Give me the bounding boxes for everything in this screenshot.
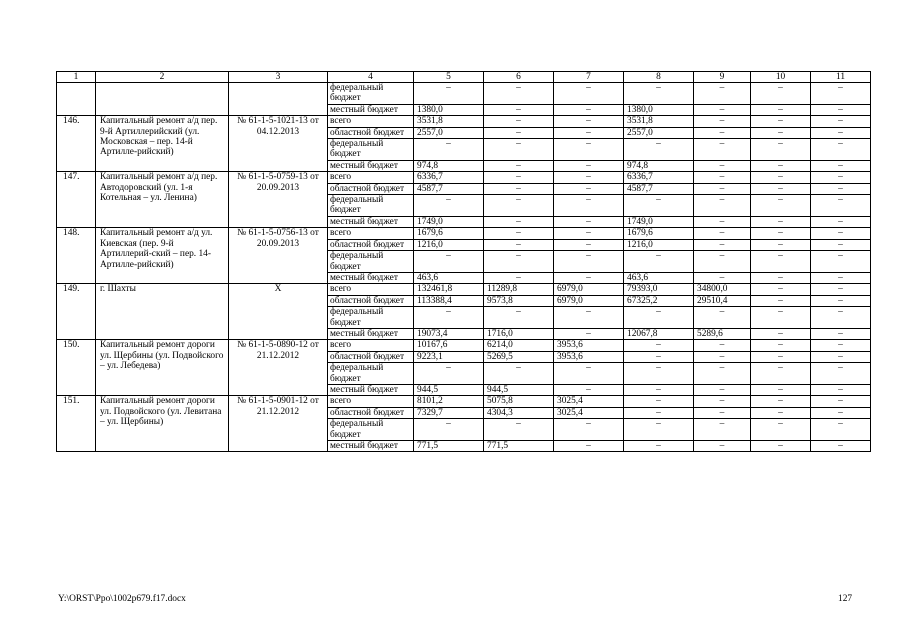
- amount-cell: –: [484, 307, 554, 329]
- amount-cell: 8101,2: [414, 396, 484, 407]
- amount-cell: –: [484, 195, 554, 217]
- budget-category: федеральный бюджет: [328, 251, 414, 273]
- amount-cell: 5269,5: [484, 351, 554, 362]
- budget-category: местный бюджет: [328, 216, 414, 227]
- amount-cell: 974,8: [414, 160, 484, 171]
- table-row: [57, 340, 871, 351]
- amount-cell: –: [414, 251, 484, 273]
- document-reference: № 61-1-5-0756-13 от 20.09.2013: [229, 228, 328, 284]
- amount-cell: –: [751, 272, 811, 283]
- budget-category: всего: [328, 172, 414, 183]
- document-reference: № 61-1-5-0901-12 от 21.12.2012: [229, 396, 328, 452]
- amount-cell: 1679,6: [414, 228, 484, 239]
- financing-table: [56, 71, 871, 452]
- amount-cell: 6979,0: [554, 284, 624, 295]
- amount-cell: –: [751, 407, 811, 418]
- amount-cell: –: [694, 139, 751, 161]
- budget-category: федеральный бюджет: [328, 139, 414, 161]
- amount-cell: –: [694, 407, 751, 418]
- amount-cell: –: [811, 441, 871, 452]
- amount-cell: –: [694, 384, 751, 395]
- amount-cell: –: [751, 172, 811, 183]
- amount-cell: –: [694, 83, 751, 105]
- amount-cell: 19073,4: [414, 328, 484, 339]
- amount-cell: 463,6: [624, 272, 694, 283]
- amount-cell: –: [811, 307, 871, 329]
- amount-cell: –: [624, 307, 694, 329]
- amount-cell: 113388,4: [414, 295, 484, 306]
- amount-cell: –: [751, 116, 811, 127]
- amount-cell: 5075,8: [484, 396, 554, 407]
- amount-cell: –: [694, 307, 751, 329]
- amount-cell: –: [694, 216, 751, 227]
- amount-cell: –: [694, 160, 751, 171]
- amount-cell: 2557,0: [414, 127, 484, 138]
- budget-category: всего: [328, 116, 414, 127]
- amount-cell: –: [751, 351, 811, 362]
- amount-cell: 11289,8: [484, 284, 554, 295]
- amount-cell: –: [811, 160, 871, 171]
- amount-cell: –: [554, 216, 624, 227]
- amount-cell: –: [624, 363, 694, 385]
- amount-cell: –: [624, 83, 694, 105]
- amount-cell: –: [414, 83, 484, 105]
- amount-cell: –: [624, 407, 694, 418]
- amount-cell: –: [554, 83, 624, 105]
- amount-cell: 2557,0: [624, 127, 694, 138]
- amount-cell: –: [484, 172, 554, 183]
- column-number-header: 1: [57, 72, 96, 83]
- amount-cell: –: [811, 83, 871, 105]
- amount-cell: –: [554, 272, 624, 283]
- amount-cell: –: [811, 284, 871, 295]
- amount-cell: 944,5: [484, 384, 554, 395]
- amount-cell: –: [811, 340, 871, 351]
- amount-cell: 3531,8: [414, 116, 484, 127]
- amount-cell: –: [624, 251, 694, 273]
- amount-cell: 6214,0: [484, 340, 554, 351]
- amount-cell: 771,5: [414, 441, 484, 452]
- column-number-header: 9: [694, 72, 751, 83]
- amount-cell: –: [811, 328, 871, 339]
- amount-cell: –: [811, 384, 871, 395]
- amount-cell: –: [694, 127, 751, 138]
- amount-cell: –: [751, 284, 811, 295]
- budget-category: всего: [328, 396, 414, 407]
- item-number: 146.: [57, 116, 96, 172]
- amount-cell: 1749,0: [624, 216, 694, 227]
- amount-cell: 6336,7: [414, 172, 484, 183]
- amount-cell: –: [811, 272, 871, 283]
- budget-category: областной бюджет: [328, 127, 414, 138]
- amount-cell: 4587,7: [414, 183, 484, 194]
- document-reference: № 61-1-5-0890-12 от 21.12.2012: [229, 340, 328, 396]
- object-name: Капитальный ремонт дороги ул. Подвойского (ул. Левитана – ул. Щербины): [96, 396, 229, 452]
- amount-cell: –: [694, 363, 751, 385]
- footer-file-path: Y:\ORST\Ppo\1002p679.f17.docx: [58, 594, 186, 604]
- amount-cell: 9573,8: [484, 295, 554, 306]
- amount-cell: –: [811, 195, 871, 217]
- amount-cell: –: [751, 160, 811, 171]
- object-name: [96, 83, 229, 116]
- amount-cell: –: [751, 419, 811, 441]
- amount-cell: –: [554, 183, 624, 194]
- table-row: [57, 172, 871, 183]
- budget-category: местный бюджет: [328, 328, 414, 339]
- amount-cell: –: [484, 116, 554, 127]
- amount-cell: –: [694, 419, 751, 441]
- amount-cell: 463,6: [414, 272, 484, 283]
- column-number-header: 7: [554, 72, 624, 83]
- amount-cell: 3953,6: [554, 340, 624, 351]
- budget-category: федеральный бюджет: [328, 83, 414, 105]
- amount-cell: –: [811, 116, 871, 127]
- table-row: [57, 284, 871, 295]
- amount-cell: –: [751, 83, 811, 105]
- amount-cell: –: [694, 351, 751, 362]
- amount-cell: –: [811, 363, 871, 385]
- amount-cell: 4587,7: [624, 183, 694, 194]
- amount-cell: –: [624, 441, 694, 452]
- amount-cell: 4304,3: [484, 407, 554, 418]
- budget-category: областной бюджет: [328, 407, 414, 418]
- amount-cell: –: [811, 228, 871, 239]
- amount-cell: –: [554, 328, 624, 339]
- amount-cell: –: [554, 172, 624, 183]
- amount-cell: 1749,0: [414, 216, 484, 227]
- budget-category: федеральный бюджет: [328, 307, 414, 329]
- table-row: [57, 83, 871, 105]
- amount-cell: –: [751, 127, 811, 138]
- amount-cell: –: [554, 307, 624, 329]
- item-number: 148.: [57, 228, 96, 284]
- amount-cell: 6979,0: [554, 295, 624, 306]
- amount-cell: –: [554, 228, 624, 239]
- amount-cell: –: [694, 441, 751, 452]
- amount-cell: –: [811, 396, 871, 407]
- amount-cell: –: [694, 104, 751, 115]
- amount-cell: 10167,6: [414, 340, 484, 351]
- table-row: [57, 116, 871, 127]
- amount-cell: –: [694, 239, 751, 250]
- budget-category: всего: [328, 284, 414, 295]
- page-number: 127: [838, 594, 853, 604]
- amount-cell: –: [624, 419, 694, 441]
- amount-cell: –: [554, 239, 624, 250]
- amount-cell: –: [554, 139, 624, 161]
- amount-cell: –: [751, 441, 811, 452]
- item-number: 149.: [57, 284, 96, 340]
- amount-cell: –: [484, 104, 554, 115]
- amount-cell: –: [694, 340, 751, 351]
- amount-cell: –: [694, 272, 751, 283]
- amount-cell: –: [751, 340, 811, 351]
- amount-cell: –: [414, 195, 484, 217]
- amount-cell: 1679,6: [624, 228, 694, 239]
- amount-cell: 132461,8: [414, 284, 484, 295]
- amount-cell: –: [554, 104, 624, 115]
- amount-cell: –: [624, 351, 694, 362]
- amount-cell: 9223,1: [414, 351, 484, 362]
- object-name: Капитальный ремонт дороги ул. Щербины (ул. Подвойского – ул. Лебедева): [96, 340, 229, 396]
- amount-cell: –: [751, 183, 811, 194]
- amount-cell: –: [624, 139, 694, 161]
- amount-cell: –: [484, 83, 554, 105]
- object-name: Капитальный ремонт а/д ул. Киевская (пер. 9-й Артиллерий-ский – пер. 14-Артилле-рийский): [96, 228, 229, 284]
- amount-cell: –: [694, 228, 751, 239]
- amount-cell: –: [811, 127, 871, 138]
- amount-cell: 5289,6: [694, 328, 751, 339]
- table-row: [57, 228, 871, 239]
- budget-category: местный бюджет: [328, 104, 414, 115]
- amount-cell: –: [751, 251, 811, 273]
- amount-cell: 1716,0: [484, 328, 554, 339]
- amount-cell: –: [484, 272, 554, 283]
- amount-cell: 34800,0: [694, 284, 751, 295]
- amount-cell: 1216,0: [624, 239, 694, 250]
- amount-cell: –: [484, 139, 554, 161]
- budget-category: всего: [328, 228, 414, 239]
- amount-cell: –: [484, 419, 554, 441]
- amount-cell: –: [811, 139, 871, 161]
- budget-category: федеральный бюджет: [328, 419, 414, 441]
- table-row: [57, 396, 871, 407]
- column-number-header: 6: [484, 72, 554, 83]
- amount-cell: –: [414, 139, 484, 161]
- budget-category: местный бюджет: [328, 441, 414, 452]
- amount-cell: 974,8: [624, 160, 694, 171]
- item-number: 151.: [57, 396, 96, 452]
- amount-cell: –: [694, 396, 751, 407]
- amount-cell: 3025,4: [554, 396, 624, 407]
- amount-cell: –: [484, 239, 554, 250]
- amount-cell: 771,5: [484, 441, 554, 452]
- amount-cell: –: [751, 195, 811, 217]
- budget-category: федеральный бюджет: [328, 195, 414, 217]
- amount-cell: –: [811, 216, 871, 227]
- amount-cell: –: [554, 195, 624, 217]
- amount-cell: 3025,4: [554, 407, 624, 418]
- amount-cell: –: [811, 239, 871, 250]
- amount-cell: –: [484, 160, 554, 171]
- amount-cell: –: [811, 172, 871, 183]
- amount-cell: –: [751, 307, 811, 329]
- amount-cell: 7329,7: [414, 407, 484, 418]
- column-number-header: 11: [811, 72, 871, 83]
- item-number: [57, 83, 96, 116]
- object-name: Капитальный ремонт а/д пер. 9-й Артиллерийский (ул. Московская – пер. 14-й Артилле-рийский): [96, 116, 229, 172]
- column-number-header: 4: [328, 72, 414, 83]
- document-reference: [229, 83, 328, 116]
- amount-cell: –: [811, 104, 871, 115]
- amount-cell: –: [414, 419, 484, 441]
- amount-cell: 3531,8: [624, 116, 694, 127]
- amount-cell: –: [554, 251, 624, 273]
- amount-cell: –: [811, 351, 871, 362]
- amount-cell: –: [751, 363, 811, 385]
- table-body: [57, 83, 871, 452]
- column-number-header: 8: [624, 72, 694, 83]
- amount-cell: –: [484, 127, 554, 138]
- amount-cell: –: [554, 384, 624, 395]
- document-reference: № 61-1-5-1021-13 от 04.12.2013: [229, 116, 328, 172]
- amount-cell: –: [751, 328, 811, 339]
- amount-cell: –: [414, 307, 484, 329]
- budget-category: областной бюджет: [328, 239, 414, 250]
- amount-cell: –: [624, 384, 694, 395]
- amount-cell: –: [751, 239, 811, 250]
- amount-cell: 3953,6: [554, 351, 624, 362]
- amount-cell: –: [751, 139, 811, 161]
- budget-category: областной бюджет: [328, 183, 414, 194]
- amount-cell: –: [694, 116, 751, 127]
- amount-cell: –: [484, 363, 554, 385]
- amount-cell: –: [694, 183, 751, 194]
- amount-cell: –: [811, 183, 871, 194]
- amount-cell: –: [554, 441, 624, 452]
- amount-cell: –: [751, 396, 811, 407]
- column-number-header: 3: [229, 72, 328, 83]
- amount-cell: –: [811, 407, 871, 418]
- amount-cell: –: [694, 251, 751, 273]
- amount-cell: –: [484, 216, 554, 227]
- column-number-header: 2: [96, 72, 229, 83]
- column-number-header: 10: [751, 72, 811, 83]
- budget-category: областной бюджет: [328, 295, 414, 306]
- budget-category: местный бюджет: [328, 272, 414, 283]
- item-number: 150.: [57, 340, 96, 396]
- amount-cell: 67325,2: [624, 295, 694, 306]
- amount-cell: –: [811, 251, 871, 273]
- amount-cell: –: [484, 228, 554, 239]
- amount-cell: 79393,0: [624, 284, 694, 295]
- budget-category: федеральный бюджет: [328, 363, 414, 385]
- amount-cell: –: [811, 295, 871, 306]
- amount-cell: –: [811, 419, 871, 441]
- amount-cell: 6336,7: [624, 172, 694, 183]
- document-reference: № 61-1-5-0759-13 от 20.09.2013: [229, 172, 328, 228]
- amount-cell: –: [751, 384, 811, 395]
- amount-cell: 944,5: [414, 384, 484, 395]
- column-number-row: [57, 72, 871, 83]
- amount-cell: –: [751, 216, 811, 227]
- amount-cell: –: [554, 116, 624, 127]
- budget-category: местный бюджет: [328, 160, 414, 171]
- budget-category: местный бюджет: [328, 384, 414, 395]
- object-name: Капитальный ремонт а/д пер. Автодоровский (ул. 1-я Котельная – ул. Ленина): [96, 172, 229, 228]
- amount-cell: –: [751, 104, 811, 115]
- amount-cell: 12067,8: [624, 328, 694, 339]
- amount-cell: –: [484, 251, 554, 273]
- amount-cell: –: [751, 228, 811, 239]
- amount-cell: 1380,0: [624, 104, 694, 115]
- object-name: г. Шахты: [96, 284, 229, 340]
- amount-cell: –: [554, 160, 624, 171]
- budget-category: всего: [328, 340, 414, 351]
- amount-cell: –: [554, 127, 624, 138]
- amount-cell: –: [751, 295, 811, 306]
- column-number-header: 5: [414, 72, 484, 83]
- amount-cell: –: [554, 419, 624, 441]
- amount-cell: –: [624, 195, 694, 217]
- amount-cell: –: [624, 396, 694, 407]
- budget-category: областной бюджет: [328, 351, 414, 362]
- amount-cell: –: [414, 363, 484, 385]
- amount-cell: 1380,0: [414, 104, 484, 115]
- amount-cell: –: [554, 363, 624, 385]
- amount-cell: –: [694, 172, 751, 183]
- amount-cell: –: [484, 183, 554, 194]
- amount-cell: 1216,0: [414, 239, 484, 250]
- amount-cell: 29510,4: [694, 295, 751, 306]
- item-number: 147.: [57, 172, 96, 228]
- amount-cell: –: [694, 195, 751, 217]
- document-reference: Х: [229, 284, 328, 340]
- amount-cell: –: [624, 340, 694, 351]
